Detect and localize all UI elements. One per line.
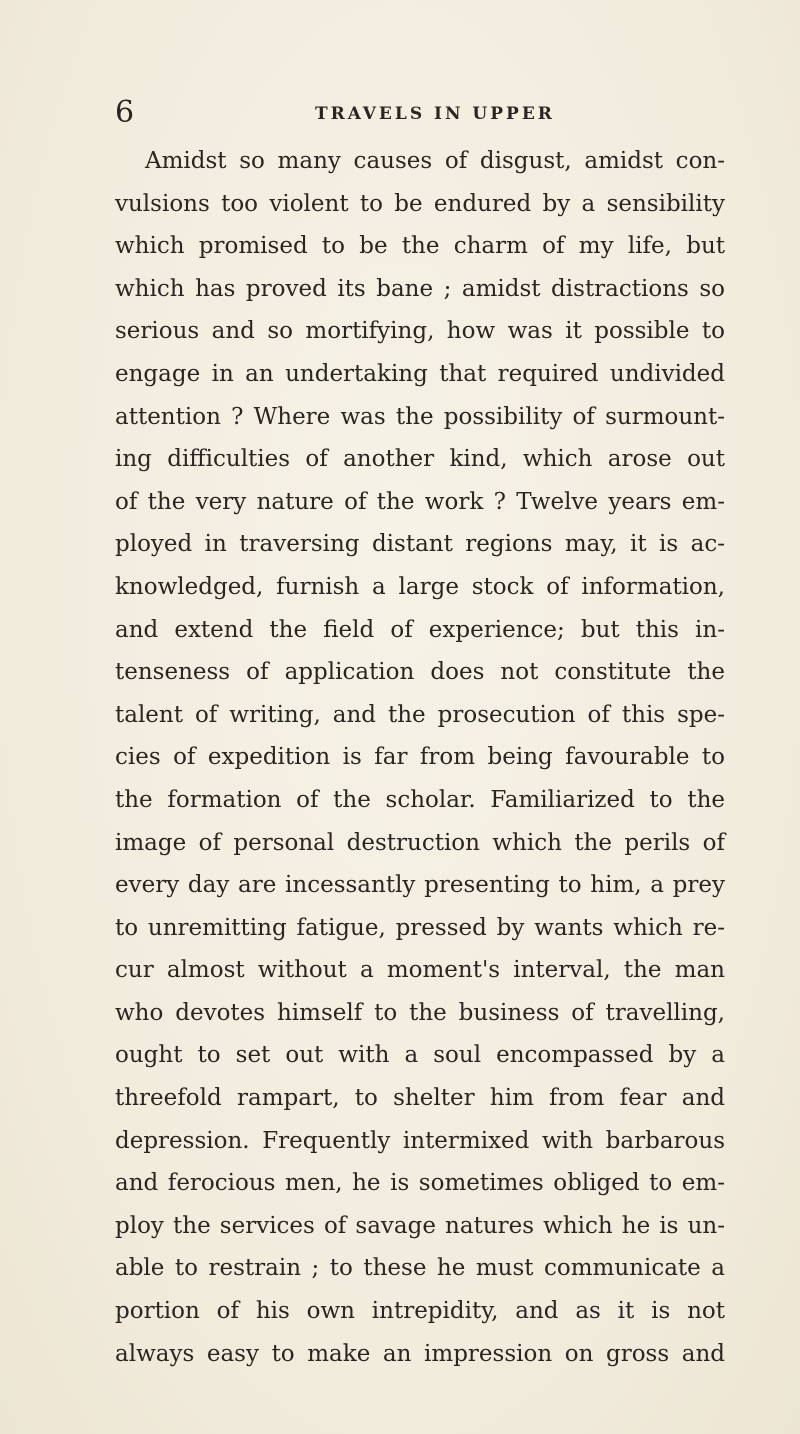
- text-line: able to restrain ; to these he must communicate a: [115, 1255, 725, 1282]
- text-line: vulsions too violent to be endured by a sensibility: [115, 190, 725, 217]
- text-line: tenseness of application does not constitute the: [115, 659, 725, 686]
- text-line: ploy the services of savage natures which he is un-: [115, 1212, 725, 1239]
- text-line: depression. Frequently intermixed with barbarous: [115, 1127, 725, 1154]
- text-line: ing difficulties of another kind, which arose out: [115, 446, 725, 473]
- text-line: ployed in traversing distant regions may, it is ac-: [115, 531, 725, 558]
- text-line: of the very nature of the work ? Twelve years em-: [115, 488, 725, 515]
- text-line: which promised to be the charm of my life, but: [115, 233, 725, 260]
- body-text: [115, 140, 725, 1375]
- text-line: the formation of the scholar. Familiarized to the: [115, 786, 725, 813]
- running-head: TRAVELS IN UPPER: [315, 104, 555, 124]
- text-line: who devotes himself to the business of travelling,: [115, 999, 725, 1026]
- page-header: [115, 93, 715, 133]
- text-line: engage in an undertaking that required undivided: [115, 360, 725, 387]
- text-line: serious and so mortifying, how was it possible to: [115, 318, 725, 345]
- text-line: attention ? Where was the possibility of surmount-: [115, 403, 725, 430]
- text-line: image of personal destruction which the perils of: [115, 829, 725, 856]
- text-line: ought to set out with a soul encompassed by a: [115, 1042, 725, 1069]
- text-line: to unremitting fatigue, pressed by wants which re-: [115, 914, 725, 941]
- text-line: and extend the field of experience; but this in-: [115, 616, 725, 643]
- text-line: portion of his own intrepidity, and as it is not: [115, 1298, 725, 1325]
- text-line: cies of expedition is far from being favourable to: [115, 744, 725, 771]
- text-line: threefold rampart, to shelter him from fear and: [115, 1085, 725, 1112]
- text-line: cur almost without a moment's interval, the man: [115, 957, 725, 984]
- text-line: knowledged, furnish a large stock of information,: [115, 573, 725, 600]
- text-line: which has proved its bane ; amidst distractions so: [115, 275, 725, 302]
- text-line: talent of writing, and the prosecution of this spe-: [115, 701, 725, 728]
- text-line: always easy to make an impression on gross and: [115, 1340, 725, 1367]
- text-line: every day are incessantly presenting to him, a prey: [115, 872, 725, 899]
- text-line: and ferocious men, he is sometimes obliged to em-: [115, 1170, 725, 1197]
- text-line: Amidst so many causes of disgust, amidst con-: [145, 148, 725, 174]
- page-number: 6: [115, 95, 135, 130]
